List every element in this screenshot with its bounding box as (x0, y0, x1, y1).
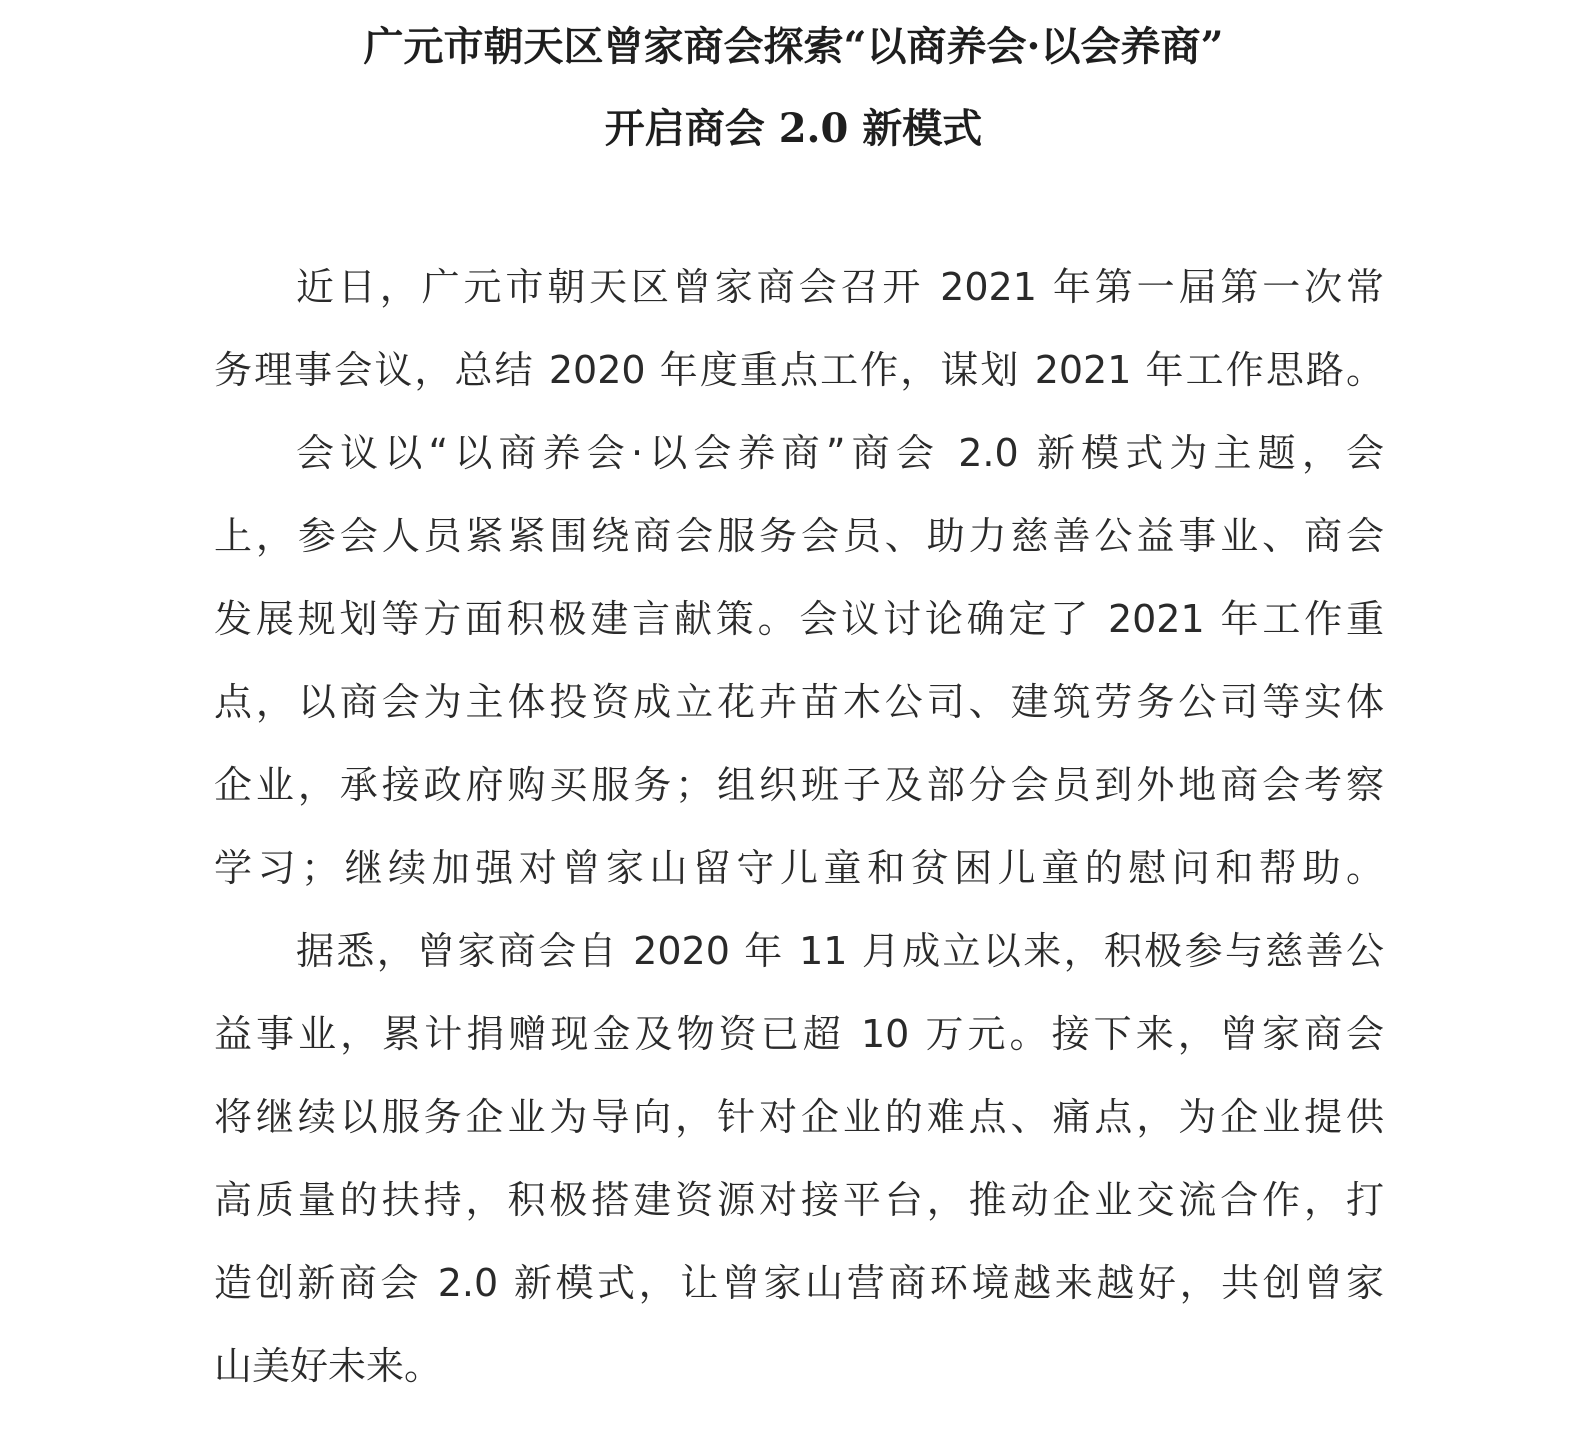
title-line-1: 广元市朝天区曾家商会探索“以商养会·以会养商” (363, 23, 1224, 70)
paragraph-3-line-6: 山美好未来。 (214, 1344, 443, 1388)
paragraph-3-line-3: 将继续以服务企业为导向，针对企业的难点、痛点，为企业提供 (214, 1095, 1384, 1139)
paragraph-2-line-6: 学习；继续加强对曾家山留守儿童和贫困儿童的慰问和帮助。 (214, 846, 1384, 890)
paragraph-2-line-1: 会议以“以商养会·以会养商”商会 2.0 新模式为主题，会 (296, 431, 1384, 475)
paragraph-1-line-1: 近日，广元市朝天区曾家商会召开 2021 年第一届第一次常 (296, 265, 1384, 309)
paragraph-3-line-1: 据悉，曾家商会自 2020 年 11 月成立以来，积极参与慈善公 (296, 929, 1384, 973)
paragraph-2-line-4: 点，以商会为主体投资成立花卉苗木公司、建筑劳务公司等实体 (214, 680, 1384, 724)
paragraph-2-line-2: 上，参会人员紧紧围绕商会服务会员、助力慈善公益事业、商会 (214, 514, 1384, 558)
paragraph-2-line-3: 发展规划等方面积极建言献策。会议讨论确定了 2021 年工作重 (214, 597, 1384, 641)
paragraph-3-line-2: 益事业，累计捐赠现金及物资已超 10 万元。接下来，曾家商会 (214, 1012, 1384, 1056)
paragraph-3-line-4: 高质量的扶持，积极搭建资源对接平台，推动企业交流合作，打 (214, 1178, 1384, 1222)
paragraph-2-line-5: 企业，承接政府购买服务；组织班子及部分会员到外地商会考察 (214, 763, 1384, 807)
paragraph-3-line-5: 造创新商会 2.0 新模式，让曾家山营商环境越来越好，共创曾家 (214, 1261, 1384, 1305)
title-line-2: 开启商会 2.0 新模式 (604, 105, 983, 152)
paragraph-1-line-2: 务理事会议，总结 2020 年度重点工作，谋划 2021 年工作思路。 (214, 348, 1384, 392)
